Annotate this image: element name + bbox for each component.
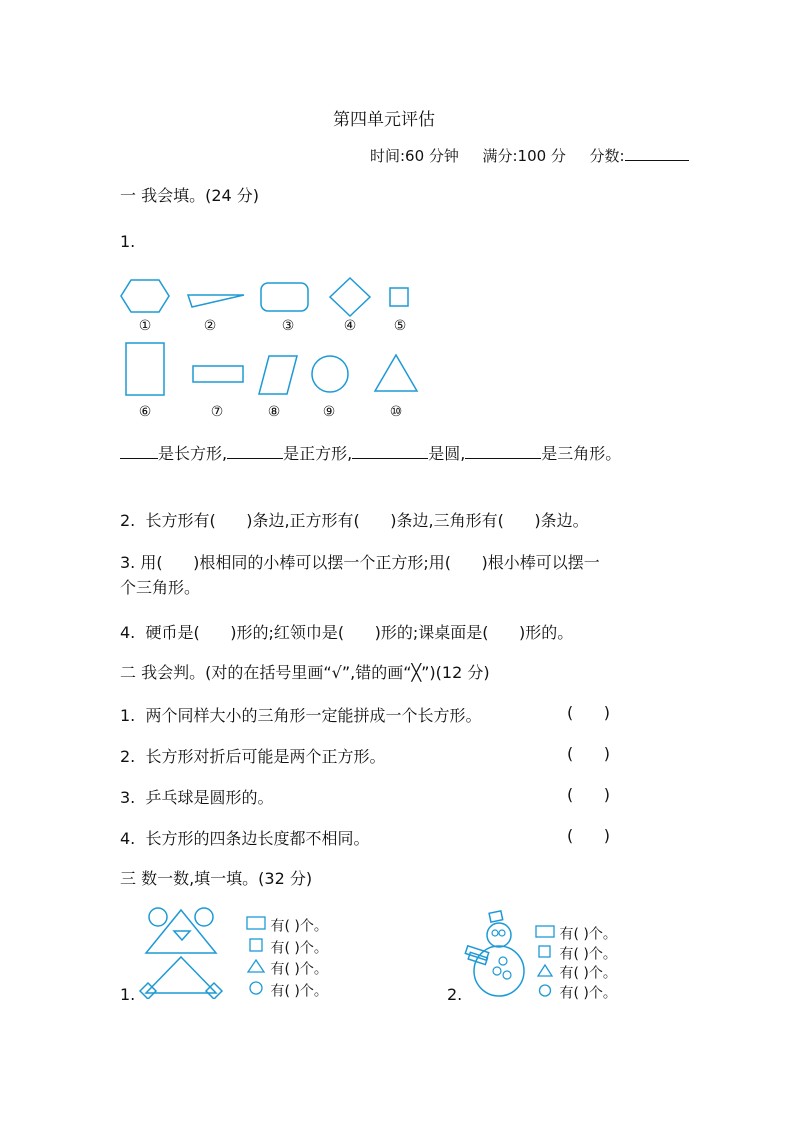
figure2-number: 2. — [447, 985, 463, 1004]
hexagon-icon — [119, 278, 171, 314]
count-list-1 — [246, 916, 328, 1002]
shape-label: ⑦ — [210, 404, 224, 420]
snowman-figure — [463, 909, 533, 999]
time-label: 时间:60 分钟 — [370, 147, 459, 165]
judge-paren[interactable]: ( ) — [567, 826, 610, 845]
question-2: 2. 长方形有( )条边,正方形有( )条边,三角形有( )条边。 — [120, 511, 589, 530]
count-text: 有( )个。 — [270, 940, 328, 956]
section2-heading: 二 我会判。(对的在括号里画“√”,错的画“╳”)(12 分) — [120, 663, 490, 682]
shape-label: ② — [203, 318, 217, 334]
count-row — [246, 916, 328, 938]
count-row — [246, 981, 328, 1003]
fill-text: 是长方形, — [158, 444, 228, 463]
triangle-icon — [535, 964, 555, 983]
answer-blank[interactable] — [120, 440, 158, 459]
answer-blank[interactable] — [465, 440, 541, 459]
question-3-line1: 3. 用( )根相同的小棒可以摆一个正方形;用( )根小棒可以摆一 — [120, 553, 600, 572]
answer-blank[interactable] — [227, 440, 283, 459]
judge-paren[interactable]: ( ) — [567, 744, 610, 763]
judge-paren[interactable]: ( ) — [567, 703, 610, 722]
shape-label: ⑩ — [389, 404, 403, 420]
shape-label: ⑧ — [267, 404, 281, 420]
fill-text: 是正方形, — [283, 444, 353, 463]
bear-figure — [138, 907, 228, 999]
square-icon — [535, 945, 555, 964]
count-text: 有( )个。 — [270, 983, 328, 999]
triangle-icon — [186, 285, 246, 309]
page-title: 第四单元评估 — [333, 110, 435, 130]
figure1-number: 1. — [120, 985, 136, 1004]
count-row — [246, 938, 328, 960]
q1-fill-line — [120, 440, 621, 464]
rectangle-icon — [124, 341, 166, 397]
score-label: 分数: — [589, 147, 625, 165]
question-4: 4. 硬币是( )形的;红领巾是( )形的;课桌面是( )形的。 — [120, 623, 574, 642]
square-icon — [388, 286, 410, 308]
triangle-icon — [373, 353, 419, 393]
exam-info — [370, 145, 689, 166]
shape-label: ⑨ — [322, 404, 336, 420]
count-text: 有( )个。 — [559, 985, 617, 1001]
square-icon — [246, 938, 266, 959]
count-row — [246, 959, 328, 981]
fill-text: 是圆, — [428, 444, 466, 463]
q1-number: 1. — [120, 232, 136, 251]
count-text: 有( )个。 — [270, 961, 328, 978]
answer-blank[interactable] — [352, 440, 428, 459]
fill-text: 是三角形。 — [541, 444, 622, 463]
full-score-label: 满分:100 分 — [482, 147, 566, 165]
count-row — [535, 945, 617, 965]
section3-heading: 三 数一数,填一填。(32 分) — [120, 869, 313, 888]
count-row — [535, 925, 617, 945]
count-text: 有( )个。 — [559, 946, 617, 962]
shape-label: ③ — [281, 318, 295, 334]
circle-icon — [310, 354, 350, 394]
rounded-rectangle-icon — [259, 281, 311, 313]
shape-label: ⑥ — [138, 404, 152, 420]
judge-item: 4. 长方形的四条边长度都不相同。 — [120, 829, 370, 848]
rectangle-icon — [246, 916, 266, 937]
count-text: 有( )个。 — [559, 926, 617, 943]
section1-heading: 一 我会填。(24 分) — [120, 186, 260, 205]
judge-item: 2. 长方形对折后可能是两个正方形。 — [120, 747, 386, 766]
judge-paren[interactable]: ( ) — [567, 785, 610, 804]
triangle-icon — [246, 959, 266, 980]
judge-item: 3. 乒乓球是圆形的。 — [120, 788, 274, 807]
score-blank[interactable] — [625, 146, 689, 161]
count-list-2 — [535, 925, 617, 1003]
count-text: 有( )个。 — [270, 918, 328, 935]
shape-label: ⑤ — [393, 318, 407, 334]
circle-icon — [246, 981, 266, 1002]
shape-label: ① — [138, 318, 152, 334]
circle-icon — [535, 984, 555, 1003]
rectangle-icon — [191, 364, 245, 384]
count-text: 有( )个。 — [559, 965, 617, 982]
count-row — [535, 984, 617, 1004]
judge-item: 1. 两个同样大小的三角形一定能拼成一个长方形。 — [120, 706, 482, 725]
shape-label: ④ — [343, 318, 357, 334]
rectangle-icon — [535, 925, 555, 944]
count-row — [535, 964, 617, 984]
parallelogram-icon — [257, 354, 299, 396]
diamond-icon — [328, 276, 372, 318]
question-3-line2: 个三角形。 — [120, 578, 201, 597]
